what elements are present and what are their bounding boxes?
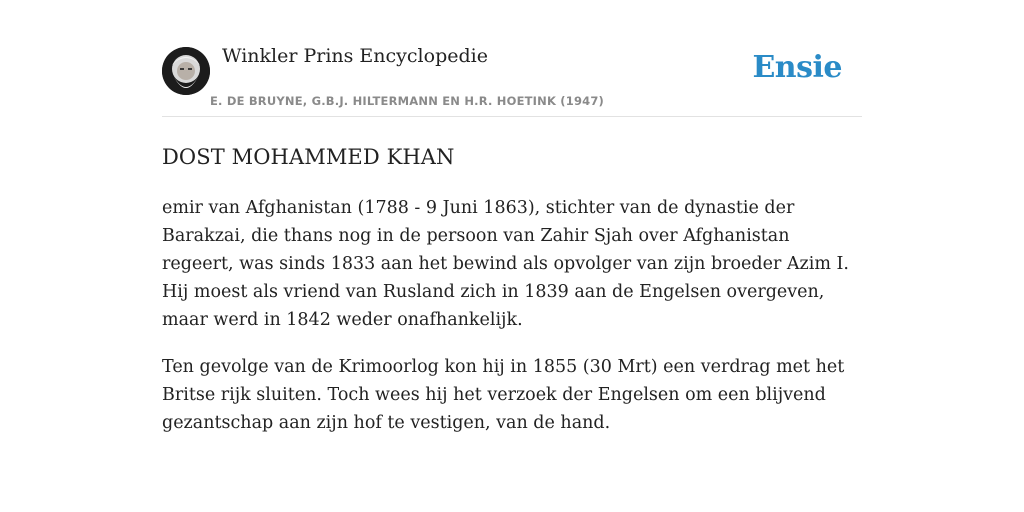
portrait-graphic — [162, 47, 210, 95]
ensie-logo-link[interactable]: Ensie — [752, 50, 842, 85]
entry-title: DOST MOHAMMED KHAN — [162, 145, 455, 169]
article-page — [162, 0, 862, 437]
portrait-photo-icon[interactable] — [162, 47, 210, 95]
source-title[interactable]: Winkler Prins Encyclopedie — [222, 45, 488, 67]
entry-paragraph: emir van Afghanistan (1788 - 9 Juni 1863), stichter van de dynastie der Barakzai, die thans nog in de persoon van Zahir Sjah over Afghanistan regeert, was sinds 1833 aan het bewind als opvolger van zijn broeder Azim I. Hij moest als vriend van Rusland zich in 1839 aan de Engelsen overgeven, maar werd in 1842 weder onafhankelijk. — [162, 198, 849, 330]
source-authors: E. DE BRUYNE, G.B.J. HILTERMANN EN H.R. HOETINK (1947) — [210, 94, 605, 108]
entry-body — [162, 194, 862, 437]
entry-paragraph: Ten gevolge van de Krimoorlog kon hij in 1855 (30 Mrt) een verdrag met het Britse rijk sluiten. Toch wees hij het verzoek der Engelsen om een blijvend gezantschap aan zijn hof te vestigen, van de hand. — [162, 357, 845, 433]
source-header — [162, 0, 862, 117]
